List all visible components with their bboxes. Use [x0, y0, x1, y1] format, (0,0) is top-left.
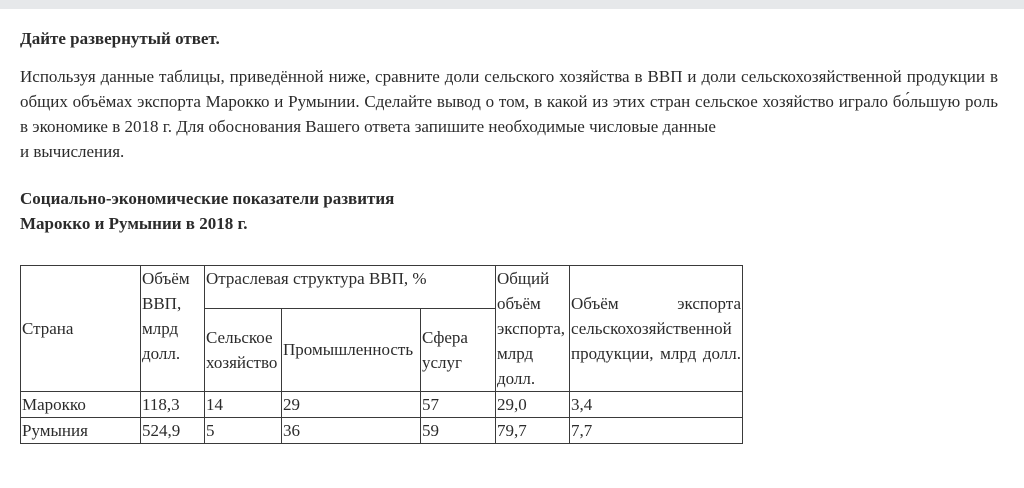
- cell-agriculture: 14: [205, 392, 282, 418]
- header-industry: Промышленность: [282, 308, 421, 391]
- task-title: Дайте развернутый ответ.: [20, 29, 220, 48]
- table-row: [21, 418, 743, 444]
- task-text-main: Используя данные таблицы, приведённой ниже, сравните доли сельского хозяйства в ВВП и доли сельскохозяйственной продукции в общих объёмах экспорта Марокко и Румынии. Сделайте вывод о том, в какой из этих стран сельское хозяйство играло бо́льшую роль в экономике в 2018 г. Для обоснования Вашего ответа запишите необходимые числовые данные: [20, 67, 998, 136]
- cell-gdp: 524,9: [141, 418, 205, 444]
- cell-industry: 29: [282, 392, 421, 418]
- top-bar: [0, 0, 1024, 9]
- task-text: [20, 64, 998, 164]
- header-country: Страна: [21, 266, 141, 392]
- header-gdp: Объём ВВП, млрд долл.: [141, 266, 205, 392]
- header-services: Сфера услуг: [421, 308, 496, 391]
- header-gdp-structure: Отраслевая структура ВВП, %: [205, 266, 496, 309]
- cell-export-agri: 3,4: [570, 392, 743, 418]
- cell-country: Марокко: [21, 392, 141, 418]
- table-title: [20, 186, 998, 236]
- header-agriculture: Сельское хозяйство: [205, 308, 282, 391]
- cell-gdp: 118,3: [141, 392, 205, 418]
- header-export-total: Общий объём экспорта, млрд долл.: [496, 266, 570, 392]
- table-title-line2: Марокко и Румынии в 2018 г.: [20, 214, 248, 233]
- cell-services: 57: [421, 392, 496, 418]
- cell-industry: 36: [282, 418, 421, 444]
- header-export-agri: Объём экспорта сельскохозяйственной продукции, млрд долл.: [570, 266, 743, 392]
- table-header-row-1: [21, 266, 743, 309]
- task-content: [20, 26, 998, 236]
- cell-export-total: 79,7: [496, 418, 570, 444]
- cell-country: Румыния: [21, 418, 141, 444]
- cell-agriculture: 5: [205, 418, 282, 444]
- table-title-line1: Социально-экономические показатели развития: [20, 189, 395, 208]
- cell-export-total: 29,0: [496, 392, 570, 418]
- cell-export-agri: 7,7: [570, 418, 743, 444]
- table-row: [21, 392, 743, 418]
- task-text-last: и вычисления.: [20, 142, 125, 161]
- indicators-table: [20, 265, 743, 444]
- cell-services: 59: [421, 418, 496, 444]
